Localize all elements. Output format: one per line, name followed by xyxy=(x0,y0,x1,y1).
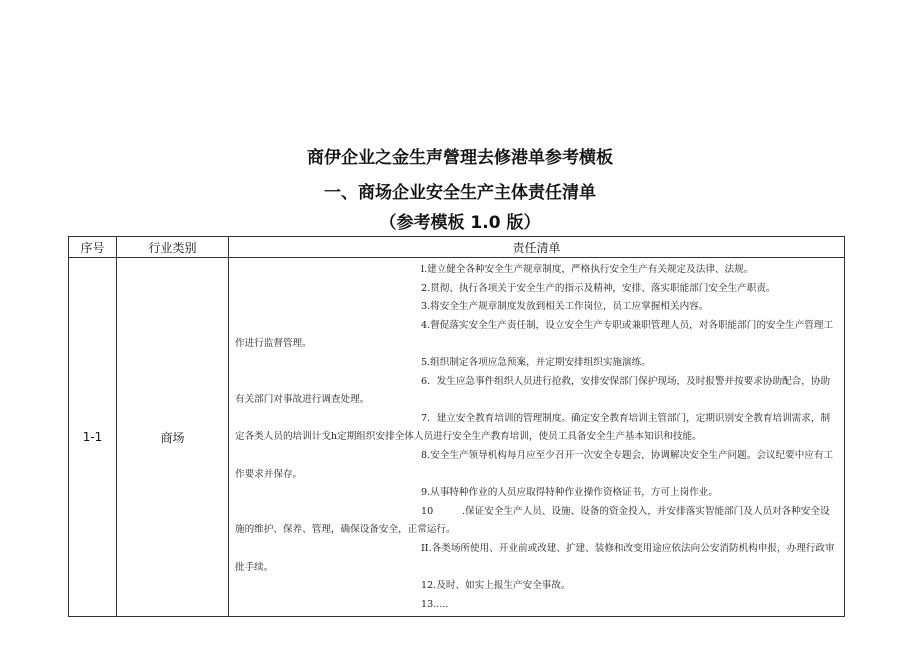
header-industry-category: 行业类别 xyxy=(117,237,229,258)
row-industry-category: 商场 xyxy=(117,258,229,617)
list-item: 8.安全生产领导机构每月应至少召开一次安全专题会，协调解决安全生产问题。会议纪要中应有工作要求并保存。 xyxy=(235,449,834,480)
table-header-row xyxy=(69,237,845,258)
list-item: l.建立健全各种安全生产规章制度，严格执行安全生产有关规定及法律、法规。 xyxy=(421,264,754,275)
document-title: 商伊企业之金生声營理去修港单参考横板 xyxy=(307,148,613,168)
version-label: （参考模板 1.0 版） xyxy=(379,213,541,233)
list-item: 3.将安全生产规章制度发放到相关工作岗位，员工应掌握相关内容。 xyxy=(421,301,709,313)
list-item: 2.贯彻、执行各项关于安全生产的指示及精神，安排、落实职能部门安全生产职责。 xyxy=(421,282,776,294)
header-responsibility-list: 责任清单 xyxy=(229,237,845,258)
header-serial-number: 序号 xyxy=(69,237,117,258)
list-item: 7．建立安全教育培训的管理制度。确定安全教育培训主管部门，定期识别安全教育培训需求，制定各类人员的培训计戈h定期组织安排全体人员进行安全生产教育培训，使员工具备安全生产基本知识和技能。 xyxy=(235,412,831,443)
row-serial-number: 1-1 xyxy=(69,258,117,617)
responsibility-items xyxy=(229,258,845,617)
list-item: 10 .保证安全生产人员、设施、设备的资金投入，并安排落实智能部门及人员对各种安全设施的维护、保养、管理，确保设备安全，正常运行。 xyxy=(235,505,830,536)
list-item: 12.及时、如实上报生产安全事故。 xyxy=(421,580,571,592)
list-item: 9.从事特种作业的人员应取得特种作业操作资格证书，方可上岗作业。 xyxy=(421,487,718,499)
list-item: II.各类场所使用、开业前或改建、扩建、装修和改变用途应依法向公安消防机构申报，办理行政审批手续。 xyxy=(235,542,835,573)
responsibility-table xyxy=(68,236,845,617)
list-item: 6．发生应急事件组织人员进行抢救，安排安保部门保护现场，及时报警并按要求协助配合，协助有关部门对事故进行调查处理。 xyxy=(235,375,831,406)
list-item: 5.组织制定各项应急预案，并定期安排组织实施演练。 xyxy=(421,356,651,368)
table-row xyxy=(69,258,845,617)
list-item: 4.督促落实安全生产责任制，设立安全生产专职或兼职管理人员，对各职能部门的安全生产管理工作进行监督管理。 xyxy=(235,319,834,350)
list-item: 13..... xyxy=(421,598,449,610)
section-title: 一、商场企业安全生产主体责任清单 xyxy=(324,183,596,203)
